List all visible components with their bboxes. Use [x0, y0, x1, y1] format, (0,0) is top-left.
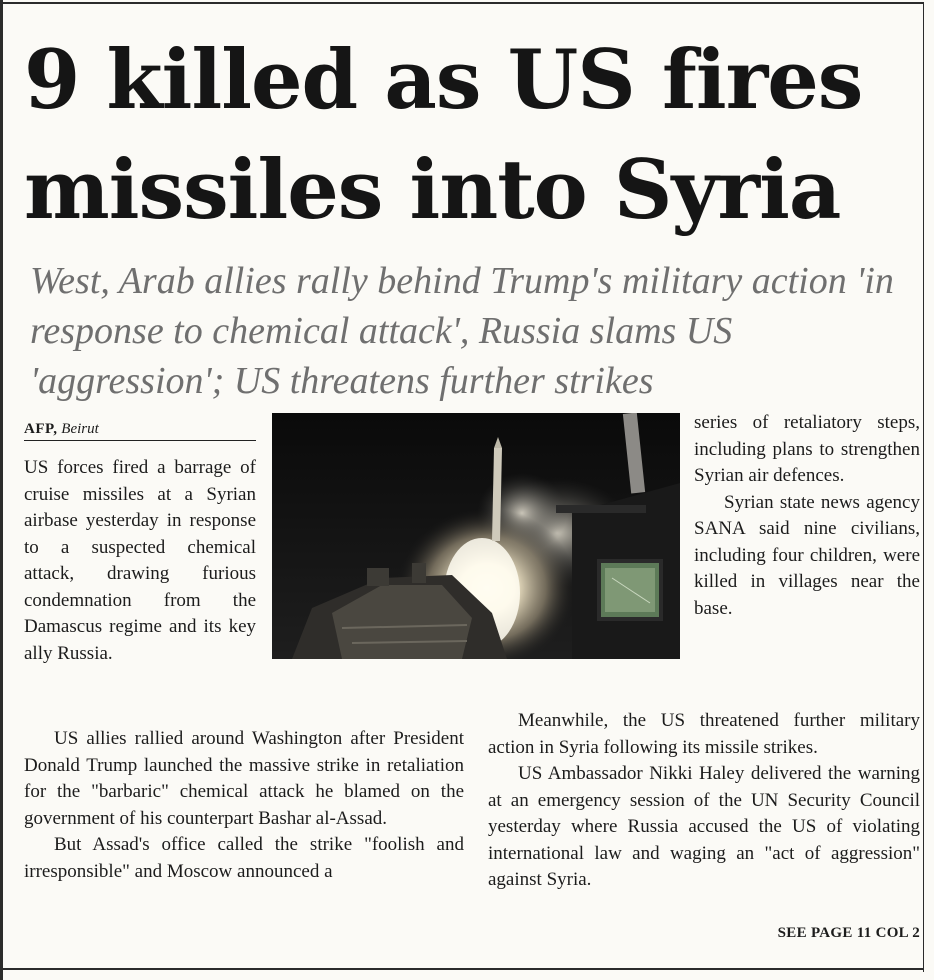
- headline-line-2: missiles into Syria: [24, 143, 841, 238]
- column-2-top: [694, 410, 920, 622]
- byline: [24, 419, 255, 439]
- headline: [24, 26, 924, 246]
- column-1-bottom: [24, 726, 464, 885]
- paragraph-6: Meanwhile, the US threatened further military action in Syria following its missile strikes.: [488, 710, 920, 758]
- paragraph-3: But Assad's office called the strike "foolish and irresponsible" and Moscow announced a: [24, 834, 464, 882]
- paragraph-1: US forces fired a barrage of cruise missiles at a Syrian airbase yesterday in response to a suspected chemical attack, drawing furious condemnation from the Damascus regime and its key ally Russia.: [24, 457, 256, 664]
- paragraph-5: Syrian state news agency SANA said nine civilians, including four children, were killed in villages near the base.: [694, 491, 920, 619]
- page-left-edge: [0, 0, 3, 980]
- subheadline: West, Arab allies rally behind Trump's military action 'in response to chemical attack', Russia slams US 'aggression'; US threatens further strikes: [30, 260, 894, 402]
- paragraph-4: series of retaliatory steps, including plans to strengthen Syrian air defences.: [694, 412, 920, 486]
- column-1-top: [24, 455, 256, 667]
- paragraph-7: US Ambassador Nikki Haley delivered the warning at an emergency session of the UN Security Council yesterday where Russia accused the US of violating international law and waging an "act of aggression" against Syria.: [488, 763, 920, 890]
- bottom-rule: [3, 968, 924, 970]
- column-2-bottom: [488, 708, 920, 894]
- paragraph-2: US allies rallied around Washington after President Donald Trump launched the massive strike in retaliation for the "barbaric" chemical attack he blamed on the government of his counterpart Bashar al-Assad.: [24, 728, 464, 829]
- byline-agency: AFP,: [24, 421, 58, 437]
- missile-launch-illustration: [272, 413, 680, 659]
- news-photo-missile-launch: [272, 413, 680, 659]
- top-rule: [3, 2, 924, 4]
- continuation-link[interactable]: SEE PAGE 11 COL 2: [777, 925, 920, 941]
- byline-location: Beirut: [61, 421, 99, 437]
- headline-line-1: 9 killed as US fires: [24, 33, 863, 128]
- byline-rule: [24, 440, 256, 441]
